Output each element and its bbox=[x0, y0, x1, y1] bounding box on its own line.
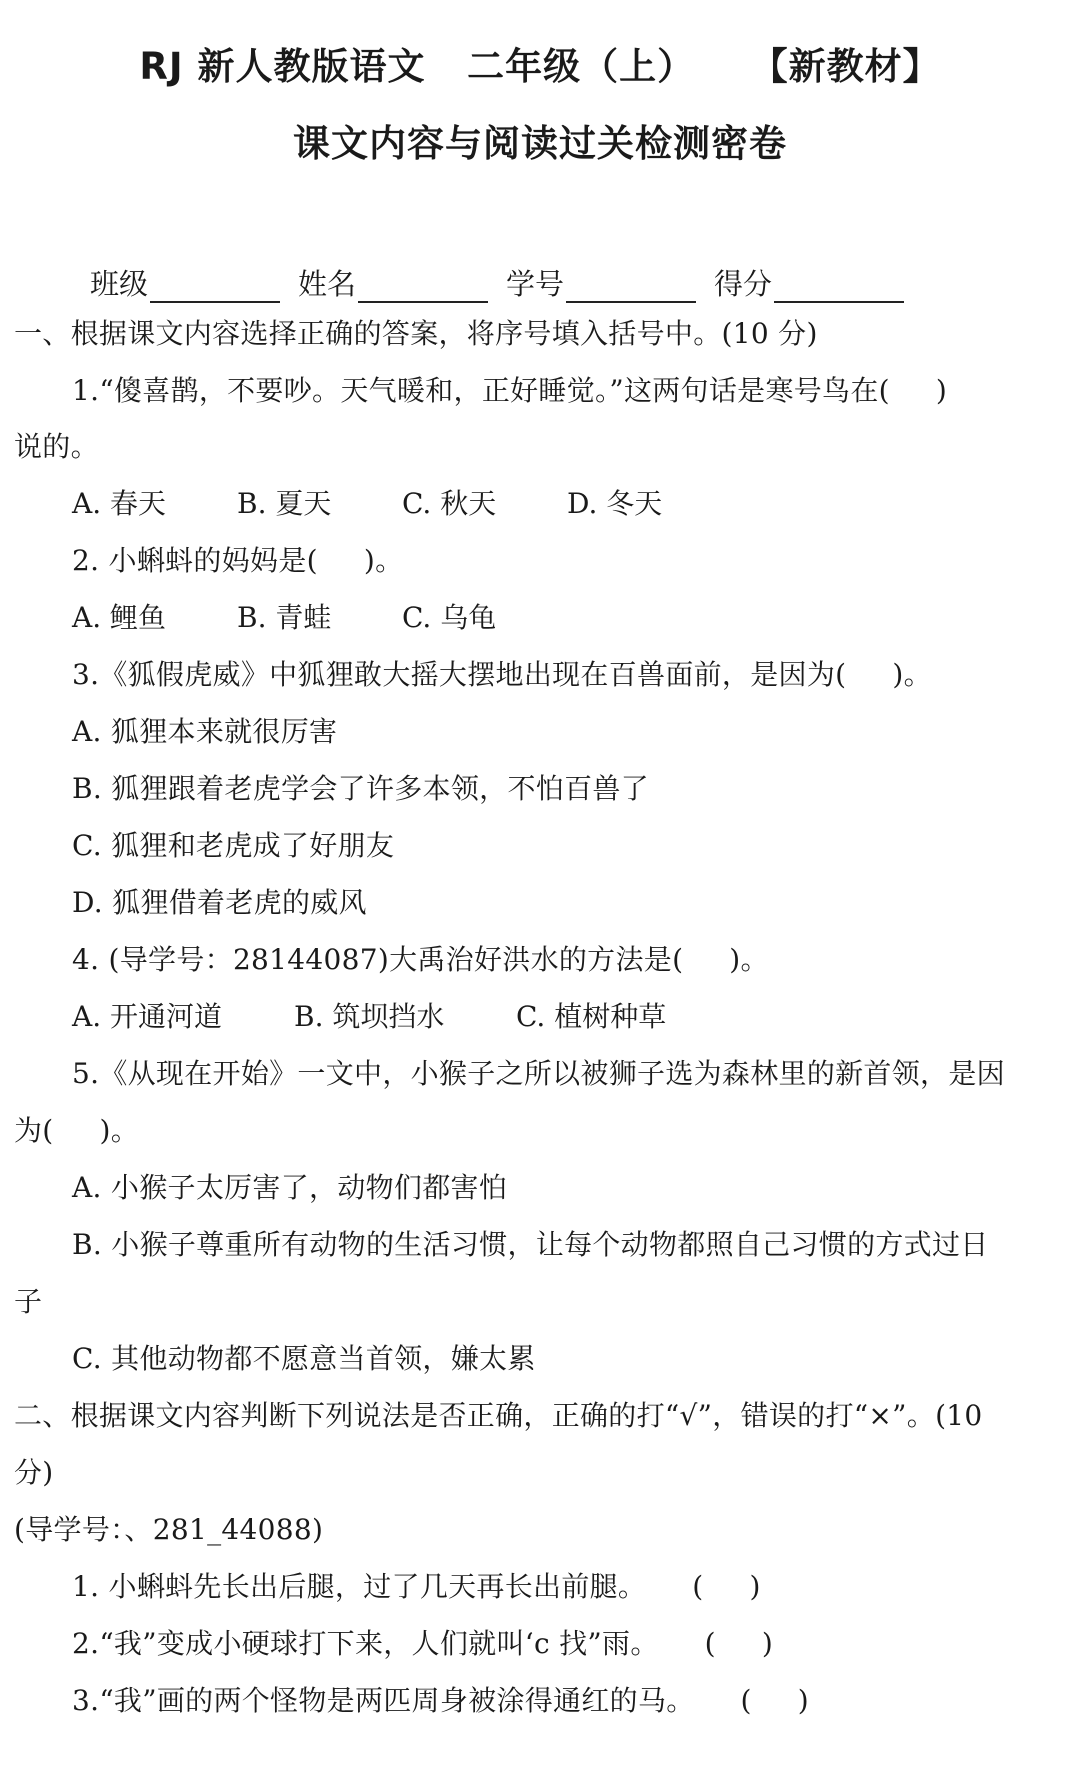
question-4-options bbox=[72, 999, 738, 1035]
exam-title: RJ 新人教版语文 二年级（上） 【新教材】 bbox=[139, 45, 941, 88]
question-3-option-b: B. 狐狸跟着老虎学会了许多本领，不怕百兽了 bbox=[72, 772, 649, 805]
option-b: B. 筑坝挡水 bbox=[294, 1000, 445, 1033]
judge-item-3: 3.“我”画的两个怪物是两匹周身被涂得通红的马。 ( ) bbox=[72, 1684, 809, 1717]
question-1-options bbox=[72, 486, 732, 522]
option-a: A. 春天 bbox=[72, 487, 167, 520]
score-label: 得分 bbox=[714, 267, 773, 301]
question-1-text: 1.“傻喜鹊，不要吵。天气暖和，正好睡觉。”这两句话是寒号鸟在( ) bbox=[72, 374, 948, 407]
student-id-field bbox=[506, 262, 696, 303]
question-3-option-c: C. 狐狸和老虎成了好朋友 bbox=[72, 829, 395, 862]
question-2-text: 2. 小蝌蚪的妈妈是( )。 bbox=[72, 544, 404, 577]
section2-heading-cont: 分) bbox=[14, 1456, 54, 1489]
question-1-text-cont: 说的。 bbox=[14, 430, 99, 463]
option-b: B. 夏天 bbox=[237, 487, 332, 520]
class-blank[interactable] bbox=[150, 273, 280, 303]
section1-heading: 一、根据课文内容选择正确的答案，将序号填入括号中。(10 分) bbox=[14, 317, 818, 350]
name-label: 姓名 bbox=[298, 267, 357, 301]
option-b: B. 青蛙 bbox=[237, 601, 332, 634]
section2-heading: 二、根据课文内容判断下列说法是否正确，正确的打“√”，错误的打“×”。(10 bbox=[14, 1399, 983, 1432]
student-id-blank[interactable] bbox=[566, 273, 696, 303]
option-c: C. 秋天 bbox=[402, 487, 497, 520]
question-5-text-cont: 为( )。 bbox=[14, 1114, 140, 1147]
question-5-option-b-cont: 子 bbox=[14, 1285, 43, 1318]
option-a: A. 鲤鱼 bbox=[72, 601, 167, 634]
score-blank[interactable] bbox=[774, 273, 904, 303]
student-id-label: 学号 bbox=[506, 267, 565, 301]
option-c: C. 植树种草 bbox=[516, 1000, 667, 1033]
question-4-text: 4. (导学号：28144087)大禹治好洪水的方法是( )。 bbox=[72, 943, 769, 976]
exam-subtitle: 课文内容与阅读过关检测密卷 bbox=[293, 122, 787, 165]
score-field bbox=[714, 262, 904, 303]
question-3-option-a: A. 狐狸本来就很厉害 bbox=[72, 715, 338, 748]
question-5-option-a: A. 小猴子太厉害了，动物们都害怕 bbox=[72, 1171, 508, 1204]
question-5-text: 5.《从现在开始》一文中，小猴子之所以被狮子选为森林里的新首领，是因 bbox=[72, 1057, 1005, 1090]
class-field bbox=[90, 262, 280, 303]
question-5-option-b: B. 小猴子尊重所有动物的生活习惯，让每个动物都照自己习惯的方式过日 bbox=[72, 1228, 989, 1261]
option-c: C. 乌龟 bbox=[402, 601, 497, 634]
option-a: A. 开通河道 bbox=[72, 1000, 223, 1033]
name-field bbox=[298, 262, 488, 303]
judge-item-1: 1. 小蝌蚪先长出后腿，过了几天再长出前腿。 ( ) bbox=[72, 1570, 761, 1603]
question-2-options bbox=[72, 600, 567, 636]
question-3-option-d: D. 狐狸借着老虎的威风 bbox=[72, 886, 367, 919]
question-5-option-c: C. 其他动物都不愿意当首领，嫌太累 bbox=[72, 1342, 536, 1375]
judge-item-2: 2.“我”变成小硬球打下来，人们就叫‘c 找”雨。 ( ) bbox=[72, 1627, 774, 1660]
name-blank[interactable] bbox=[358, 273, 488, 303]
student-info-row bbox=[90, 262, 922, 303]
option-d: D. 冬天 bbox=[567, 487, 663, 520]
question-3-text: 3.《狐假虎威》中狐狸敢大摇大摆地出现在百兽面前，是因为( )。 bbox=[72, 658, 932, 691]
section2-guide-number: (导学号：、281_44088) bbox=[14, 1513, 324, 1546]
class-label: 班级 bbox=[90, 267, 149, 301]
